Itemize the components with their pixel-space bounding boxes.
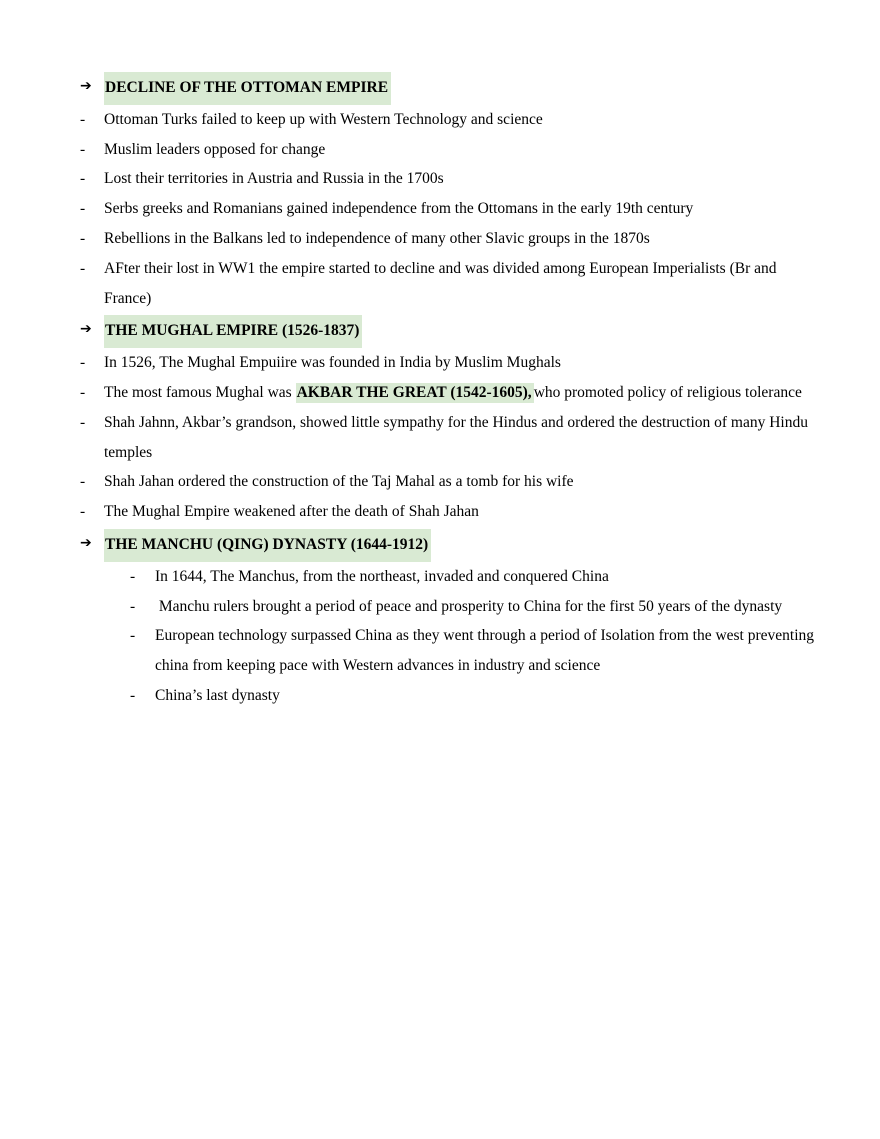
item-text: Serbs greeks and Romanians gained independence from the Ottomans in the early 19th century (104, 200, 694, 218)
dash-bullet: - (80, 170, 86, 188)
dash-bullet: - (80, 140, 86, 158)
dash-bullet: - (80, 259, 86, 277)
dash-bullet: - (80, 473, 86, 491)
section (80, 315, 824, 527)
item-text: Shah Jahan ordered the construction of the Taj Mahal as a tomb for his wife (104, 473, 574, 491)
item-text: The Mughal Empire weakened after the death of Shah Jahan (104, 503, 479, 521)
dash-bullet: - (80, 503, 86, 521)
item-text (104, 378, 824, 408)
arrow-bullet-icon: ➔ (80, 321, 92, 338)
list-item (80, 164, 824, 194)
list-item (80, 135, 824, 165)
list-item (80, 562, 824, 592)
section (80, 529, 824, 711)
arrow-bullet-icon: ➔ (80, 78, 92, 94)
dash-bullet: - (80, 354, 86, 372)
list-item (80, 467, 824, 497)
item-text: In 1526, The Mughal Empuiire was founded in India by Muslim Mughals (104, 354, 561, 372)
item-text: Shah Jahnn, Akbar’s grandson, showed little sympathy for the Hindus and ordered the destruction of many Hindu temples (104, 413, 812, 461)
arrow-bullet-icon: ➔ (80, 534, 92, 551)
dash-bullet: - (130, 686, 136, 704)
item-text: China’s last dynasty (155, 686, 280, 704)
section (80, 72, 824, 313)
item-text: AFter their lost in WW1 the empire started to decline and was divided among European Imperialists (Br and France) (104, 259, 781, 307)
item-text: Ottoman Turks failed to keep up with Western Technology and science (104, 110, 543, 128)
item-text: Rebellions in the Balkans led to independence of many other Slavic groups in the 1870s (104, 229, 650, 247)
item-text: Lost their territories in Austria and Russia in the 1700s (104, 170, 444, 188)
dash-bullet: - (80, 413, 86, 431)
item-text: In 1644, The Manchus, from the northeast, invaded and conquered China (155, 567, 609, 585)
list-item (80, 497, 824, 527)
list-item (80, 254, 824, 314)
list-item (80, 378, 824, 408)
dash-bullet: - (80, 110, 86, 128)
section-heading: THE MUGHAL EMPIRE (1526-1837) (104, 315, 362, 348)
list-item (80, 621, 824, 681)
list-item (80, 224, 824, 254)
dash-bullet: - (80, 383, 86, 401)
item-text: Manchu rulers brought a period of peace and prosperity to China for the first 50 years of the dynasty (155, 597, 783, 615)
dash-bullet: - (130, 627, 136, 645)
list-item (80, 681, 824, 711)
dash-bullet: - (80, 200, 86, 218)
text-segment: AKBAR THE GREAT (1542-1605), (296, 383, 532, 401)
dash-bullet: - (130, 567, 136, 585)
list-item (80, 105, 824, 135)
section-heading-row (80, 72, 824, 105)
section-heading-row (80, 315, 824, 348)
text-segment: who promoted policy of religious tolerance (533, 383, 802, 401)
item-text: European technology surpassed China as they went through a period of Isolation from the west preventing china from keeping pace with Western advances in industry and science (155, 627, 818, 675)
section-heading: THE MANCHU (QING) DYNASTY (1644-1912) (104, 529, 431, 562)
dash-bullet: - (130, 597, 136, 615)
list-item (80, 592, 824, 622)
text-segment: The most famous Mughal was (104, 383, 296, 401)
list-item (80, 348, 824, 378)
section-heading: DECLINE OF THE OTTOMAN EMPIRE (104, 72, 391, 105)
dash-bullet: - (80, 229, 86, 247)
section-heading-row (80, 529, 824, 562)
item-text: Muslim leaders opposed for change (104, 140, 326, 158)
list-item (80, 408, 824, 468)
list-item (80, 194, 824, 224)
